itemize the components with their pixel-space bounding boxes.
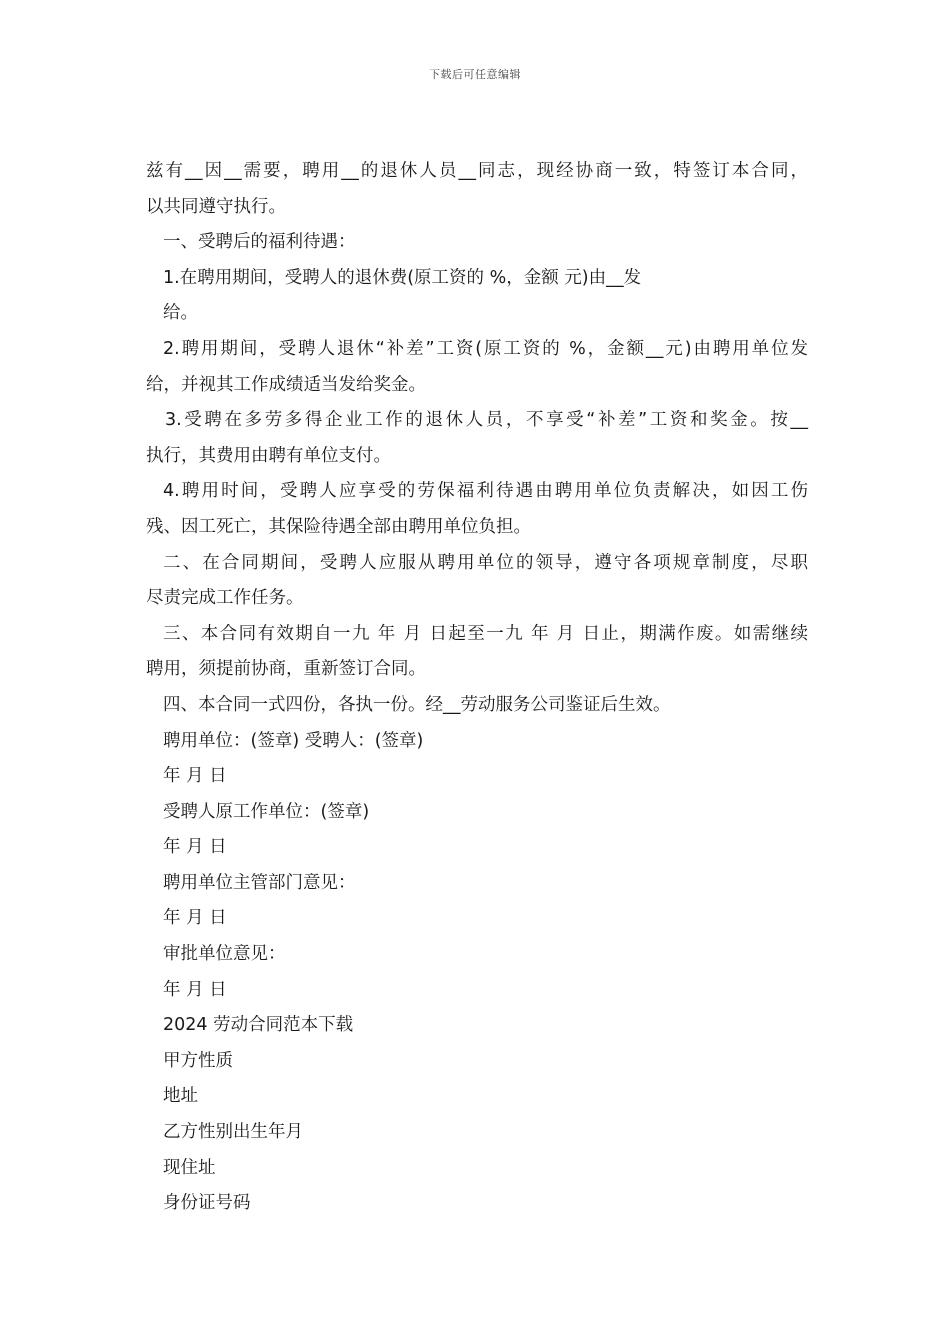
paragraph-line: 三、本合同有效期自一九 年 月 日起至一九 年 月 日止，期满作废。如需继续 bbox=[163, 623, 808, 644]
date-line: 年 月 日 bbox=[163, 766, 227, 787]
paragraph-line: 尽责完成工作任务。 bbox=[146, 588, 304, 609]
form-field-label: 地址 bbox=[163, 1086, 198, 1107]
paragraph-line: 聘用，须提前协商，重新签订合同。 bbox=[146, 659, 426, 680]
paragraph-line: 兹有__因__需要，聘用__的退休人员__同志，现经协商一致，特签订本合同， bbox=[146, 161, 808, 181]
paragraph-line: 给。 bbox=[163, 303, 198, 324]
page-header: 下载后可任意编辑 bbox=[429, 68, 521, 81]
date-line: 年 月 日 bbox=[163, 837, 227, 858]
document-body bbox=[146, 154, 808, 1222]
paragraph-line: 1.在聘用期间，受聘人的退休费(原工资的 %，金额 元)由__发 bbox=[163, 267, 642, 288]
date-line: 年 月 日 bbox=[163, 908, 227, 929]
paragraph-line: 给，并视其工作成绩适当发给奖金。 bbox=[146, 374, 426, 395]
paragraph-line: 四、本合同一式四份，各执一份。经__劳动服务公司鉴证后生效。 bbox=[163, 694, 671, 715]
paragraph-line: 执行，其费用由聘有单位支付。 bbox=[146, 445, 391, 466]
signature-line: 聘用单位：(签章) 受聘人：(签章) bbox=[163, 730, 424, 751]
signature-line: 审批单位意见： bbox=[163, 944, 286, 965]
section-title: 2024 劳动合同范本下载 bbox=[163, 1015, 354, 1036]
paragraph-line: 3.受聘在多劳多得企业工作的退休人员，不享受“补差”工资和奖金。按__ bbox=[165, 410, 808, 431]
paragraph-line: 4.聘用时间，受聘人应享受的劳保福利待遇由聘用单位负责解决，如因工伤 bbox=[163, 481, 808, 502]
paragraph-line: 残、因工死亡，其保险待遇全部由聘用单位负担。 bbox=[146, 516, 531, 537]
paragraph-line: 2.聘用期间，受聘人退休“补差”工资(原工资的 %，金额__元)由聘用单位发 bbox=[163, 338, 808, 359]
form-field-label: 身份证号码 bbox=[163, 1193, 251, 1214]
form-field-label: 乙方性别出生年月 bbox=[163, 1122, 303, 1143]
form-field-label: 甲方性质 bbox=[163, 1050, 233, 1071]
form-field-label: 现住址 bbox=[163, 1157, 216, 1178]
date-line: 年 月 日 bbox=[163, 979, 227, 1000]
paragraph-line: 二、在合同期间，受聘人应服从聘用单位的领导，遵守各项规章制度，尽职 bbox=[163, 552, 808, 573]
signature-line: 受聘人原工作单位：(签章) bbox=[163, 801, 370, 822]
signature-line: 聘用单位主管部门意见： bbox=[163, 872, 356, 893]
paragraph-line: 以共同遵守执行。 bbox=[146, 196, 286, 217]
section-heading: 一、受聘后的福利待遇： bbox=[163, 232, 356, 253]
